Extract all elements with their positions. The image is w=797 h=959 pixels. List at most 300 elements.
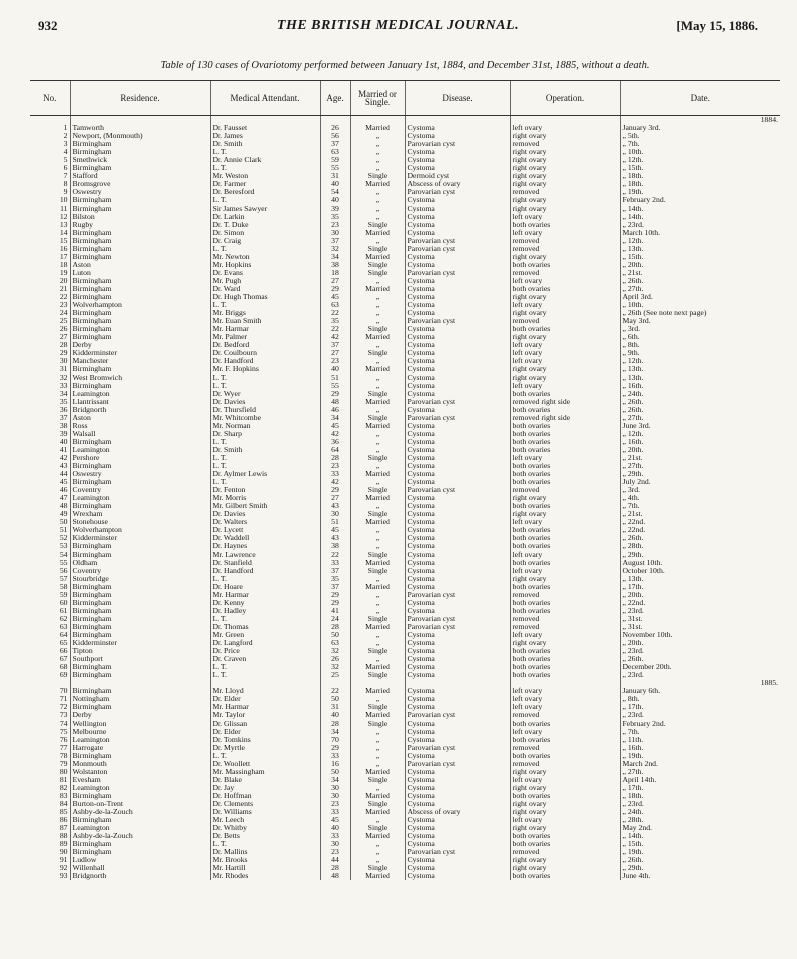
residence: Bromsgrove bbox=[70, 180, 210, 188]
case-number: 81 bbox=[59, 775, 68, 784]
medical-attendant: L. T. bbox=[210, 454, 320, 462]
empty-cell bbox=[30, 679, 70, 687]
age: 45 bbox=[320, 422, 350, 430]
marital-status: „ bbox=[350, 542, 405, 550]
marital-status: Single bbox=[350, 390, 405, 398]
column-header: Date. bbox=[620, 81, 780, 116]
age: 42 bbox=[320, 430, 350, 438]
column-header: Operation. bbox=[510, 81, 620, 116]
operation: left ovary bbox=[510, 382, 620, 390]
date: October 10th. bbox=[620, 567, 780, 575]
disease: Cystoma bbox=[405, 518, 510, 526]
table-row bbox=[30, 245, 780, 253]
table-row bbox=[30, 832, 780, 840]
date: „ 21st. bbox=[620, 269, 780, 277]
table-row bbox=[30, 768, 780, 776]
medical-attendant: L. T. bbox=[210, 148, 320, 156]
age: 32 bbox=[320, 663, 350, 671]
table-row bbox=[30, 430, 780, 438]
case-number: 51 bbox=[59, 526, 68, 535]
age: 41 bbox=[320, 607, 350, 615]
medical-attendant: L. T. bbox=[210, 164, 320, 172]
medical-attendant: Dr. Whitby bbox=[210, 824, 320, 832]
marital-status: Married bbox=[350, 180, 405, 188]
table-row bbox=[30, 800, 780, 808]
operation: right ovary bbox=[510, 856, 620, 864]
residence: Birmingham bbox=[70, 229, 210, 237]
operation: left ovary bbox=[510, 357, 620, 365]
residence: Birmingham bbox=[70, 840, 210, 848]
case-number: 62 bbox=[59, 614, 68, 623]
disease: Cystoma bbox=[405, 494, 510, 502]
medical-attendant: Dr. Sharp bbox=[210, 430, 320, 438]
disease: Cystoma bbox=[405, 695, 510, 703]
marital-status: „ bbox=[350, 599, 405, 607]
case-number: 26 bbox=[59, 325, 68, 334]
disease: Cystoma bbox=[405, 607, 510, 615]
marital-status: Married bbox=[350, 832, 405, 840]
residence: Birmingham bbox=[70, 607, 210, 615]
residence: Aston bbox=[70, 261, 210, 269]
medical-attendant: Dr. Betts bbox=[210, 832, 320, 840]
medical-attendant: Mr. Palmer bbox=[210, 333, 320, 341]
residence: Walsall bbox=[70, 430, 210, 438]
disease: Cystoma bbox=[405, 663, 510, 671]
medical-attendant: Mr. Lloyd bbox=[210, 687, 320, 695]
column-header: Residence. bbox=[70, 81, 210, 116]
disease: Cystoma bbox=[405, 277, 510, 285]
case-number: 75 bbox=[59, 727, 68, 736]
operation: both ovaries bbox=[510, 390, 620, 398]
table-row bbox=[30, 591, 780, 599]
marital-status: „ bbox=[350, 430, 405, 438]
date: „ 14th. bbox=[620, 832, 780, 840]
operation: right ovary bbox=[510, 784, 620, 792]
marital-status: „ bbox=[350, 816, 405, 824]
date: „ 19th. bbox=[620, 848, 780, 856]
operation: left ovary bbox=[510, 703, 620, 711]
case-number: 35 bbox=[59, 397, 68, 406]
date: November 10th. bbox=[620, 631, 780, 639]
case-number: 63 bbox=[59, 622, 68, 631]
case-number: 15 bbox=[59, 236, 68, 245]
age: 37 bbox=[320, 140, 350, 148]
age: 70 bbox=[320, 736, 350, 744]
medical-attendant: Dr. Beresford bbox=[210, 188, 320, 196]
operation: both ovaries bbox=[510, 534, 620, 542]
operation: both ovaries bbox=[510, 583, 620, 591]
operation: right ovary bbox=[510, 253, 620, 261]
medical-attendant: Dr. Evans bbox=[210, 269, 320, 277]
residence: Birmingham bbox=[70, 285, 210, 293]
operation: right ovary bbox=[510, 808, 620, 816]
case-number: 78 bbox=[59, 751, 68, 760]
age: 23 bbox=[320, 848, 350, 856]
operation: left ovary bbox=[510, 776, 620, 784]
disease: Cystoma bbox=[405, 599, 510, 607]
marital-status: „ bbox=[350, 188, 405, 196]
disease: Cystoma bbox=[405, 840, 510, 848]
operation: removed bbox=[510, 711, 620, 719]
age: 28 bbox=[320, 864, 350, 872]
empty-cell bbox=[210, 116, 320, 125]
marital-status: „ bbox=[350, 840, 405, 848]
residence: Birmingham bbox=[70, 631, 210, 639]
case-number: 87 bbox=[59, 824, 68, 833]
age: 18 bbox=[320, 269, 350, 277]
marital-status: Single bbox=[350, 551, 405, 559]
operation: left ovary bbox=[510, 695, 620, 703]
operation: both ovaries bbox=[510, 438, 620, 446]
table-row bbox=[30, 205, 780, 213]
medical-attendant: Dr. Craven bbox=[210, 655, 320, 663]
table-row bbox=[30, 760, 780, 768]
case-number: 49 bbox=[59, 510, 68, 519]
case-number: 44 bbox=[59, 470, 68, 479]
operation: both ovaries bbox=[510, 559, 620, 567]
date: „ 23rd. bbox=[620, 800, 780, 808]
residence: Leamington bbox=[70, 736, 210, 744]
case-number: 45 bbox=[59, 478, 68, 487]
case-number: 36 bbox=[59, 405, 68, 414]
marital-status: „ bbox=[350, 374, 405, 382]
disease: Cystoma bbox=[405, 333, 510, 341]
disease: Parovarian cyst bbox=[405, 711, 510, 719]
date: „ 17th. bbox=[620, 583, 780, 591]
operation: right ovary bbox=[510, 309, 620, 317]
age: 30 bbox=[320, 840, 350, 848]
empty-cell bbox=[320, 116, 350, 125]
case-number: 85 bbox=[59, 808, 68, 817]
case-number: 21 bbox=[59, 284, 68, 293]
residence: Birmingham bbox=[70, 333, 210, 341]
disease: Cystoma bbox=[405, 309, 510, 317]
date: „ 31st. bbox=[620, 615, 780, 623]
medical-attendant: Dr. Hugh Thomas bbox=[210, 293, 320, 301]
marital-status: „ bbox=[350, 382, 405, 390]
operation: right ovary bbox=[510, 768, 620, 776]
disease: Cystoma bbox=[405, 567, 510, 575]
marital-status: „ bbox=[350, 438, 405, 446]
case-number: 92 bbox=[59, 864, 68, 873]
operation: removed bbox=[510, 591, 620, 599]
age: 30 bbox=[320, 510, 350, 518]
case-number: 64 bbox=[59, 631, 68, 639]
date: „ 13th. bbox=[620, 575, 780, 583]
disease: Cystoma bbox=[405, 253, 510, 261]
age: 48 bbox=[320, 398, 350, 406]
date: „ 29th. bbox=[620, 864, 780, 872]
operation: left ovary bbox=[510, 518, 620, 526]
case-number: 71 bbox=[59, 695, 68, 704]
age: 31 bbox=[320, 172, 350, 180]
disease: Cystoma bbox=[405, 856, 510, 864]
table-row bbox=[30, 623, 780, 631]
disease: Cystoma bbox=[405, 293, 510, 301]
date: „ 15th. bbox=[620, 253, 780, 261]
residence: Birmingham bbox=[70, 325, 210, 333]
age: 33 bbox=[320, 559, 350, 567]
medical-attendant: Dr. Haynes bbox=[210, 542, 320, 550]
age: 38 bbox=[320, 261, 350, 269]
table-row bbox=[30, 357, 780, 365]
age: 45 bbox=[320, 816, 350, 824]
table-row bbox=[30, 365, 780, 373]
empty-cell bbox=[70, 679, 210, 687]
residence: Tamworth bbox=[70, 124, 210, 132]
date: „ 27th. bbox=[620, 414, 780, 422]
operation: both ovaries bbox=[510, 446, 620, 454]
table-row bbox=[30, 213, 780, 221]
date: „ 17th. bbox=[620, 784, 780, 792]
age: 51 bbox=[320, 518, 350, 526]
age: 29 bbox=[320, 599, 350, 607]
operation: removed bbox=[510, 486, 620, 494]
disease: Parovarian cyst bbox=[405, 188, 510, 196]
disease: Cystoma bbox=[405, 478, 510, 486]
table-caption: Table of 130 cases of Ovariotomy performed between January 1st, 1884, and December 31st, 1885, without a death. bbox=[160, 60, 650, 71]
disease: Cystoma bbox=[405, 832, 510, 840]
disease: Cystoma bbox=[405, 752, 510, 760]
case-number: 79 bbox=[59, 759, 68, 768]
disease: Cystoma bbox=[405, 583, 510, 591]
medical-attendant: L. T. bbox=[210, 478, 320, 486]
marital-status: „ bbox=[350, 196, 405, 204]
marital-status: Single bbox=[350, 824, 405, 832]
residence: Oswestry bbox=[70, 188, 210, 196]
operation: both ovaries bbox=[510, 792, 620, 800]
operation: both ovaries bbox=[510, 526, 620, 534]
table-row bbox=[30, 414, 780, 422]
residence: Burton-on-Trent bbox=[70, 800, 210, 808]
date: „ 31st. bbox=[620, 623, 780, 631]
table-row bbox=[30, 164, 780, 172]
medical-attendant: Dr. Williams bbox=[210, 808, 320, 816]
marital-status: „ bbox=[350, 744, 405, 752]
age: 45 bbox=[320, 293, 350, 301]
medical-attendant: Mr. Green bbox=[210, 631, 320, 639]
disease: Cystoma bbox=[405, 655, 510, 663]
disease: Cystoma bbox=[405, 349, 510, 357]
residence: Stourbridge bbox=[70, 575, 210, 583]
medical-attendant: Dr. Langford bbox=[210, 639, 320, 647]
medical-attendant: Dr. Walters bbox=[210, 518, 320, 526]
year-label: 1884. bbox=[620, 116, 780, 125]
age: 29 bbox=[320, 390, 350, 398]
age: 31 bbox=[320, 703, 350, 711]
age: 64 bbox=[320, 446, 350, 454]
case-number: 7 bbox=[63, 172, 68, 181]
date: „ 16th. bbox=[620, 438, 780, 446]
residence: Birmingham bbox=[70, 462, 210, 470]
operation: left ovary bbox=[510, 816, 620, 824]
age: 37 bbox=[320, 567, 350, 575]
table-row bbox=[30, 711, 780, 719]
medical-attendant: Mr. Newton bbox=[210, 253, 320, 261]
case-number: 52 bbox=[59, 534, 68, 543]
date: „ 9th. bbox=[620, 349, 780, 357]
residence: Birmingham bbox=[70, 816, 210, 824]
residence: Wolstanton bbox=[70, 768, 210, 776]
empty-cell bbox=[350, 116, 405, 125]
operation: right ovary bbox=[510, 293, 620, 301]
disease: Cystoma bbox=[405, 196, 510, 204]
case-number: 90 bbox=[59, 848, 68, 857]
marital-status: Married bbox=[350, 124, 405, 132]
disease: Cystoma bbox=[405, 687, 510, 695]
age: 37 bbox=[320, 341, 350, 349]
date: „ 18th. bbox=[620, 180, 780, 188]
operation: both ovaries bbox=[510, 478, 620, 486]
medical-attendant: Mr. F. Hopkins bbox=[210, 365, 320, 373]
date: „ 20th. bbox=[620, 591, 780, 599]
medical-attendant: Dr. Craig bbox=[210, 237, 320, 245]
date: March 2nd. bbox=[620, 760, 780, 768]
age: 35 bbox=[320, 213, 350, 221]
operation: removed bbox=[510, 615, 620, 623]
table-row bbox=[30, 671, 780, 679]
residence: Aston bbox=[70, 414, 210, 422]
disease: Cystoma bbox=[405, 261, 510, 269]
disease: Cystoma bbox=[405, 559, 510, 567]
disease: Cystoma bbox=[405, 872, 510, 880]
marital-status: „ bbox=[350, 607, 405, 615]
disease: Cystoma bbox=[405, 470, 510, 478]
residence: Derby bbox=[70, 711, 210, 719]
residence: Birmingham bbox=[70, 293, 210, 301]
disease: Parovarian cyst bbox=[405, 744, 510, 752]
table-row bbox=[30, 848, 780, 856]
table-row bbox=[30, 140, 780, 148]
date: „ 20th. bbox=[620, 261, 780, 269]
table-row bbox=[30, 132, 780, 140]
table-row bbox=[30, 510, 780, 518]
residence: Leamington bbox=[70, 824, 210, 832]
case-number: 58 bbox=[59, 582, 68, 591]
table-row bbox=[30, 792, 780, 800]
marital-status: Married bbox=[350, 559, 405, 567]
age: 34 bbox=[320, 728, 350, 736]
residence: Monmouth bbox=[70, 760, 210, 768]
table-row bbox=[30, 406, 780, 414]
residence: Birmingham bbox=[70, 317, 210, 325]
table-row bbox=[30, 494, 780, 502]
date: „ 19th. bbox=[620, 752, 780, 760]
table-row bbox=[30, 172, 780, 180]
table-row bbox=[30, 655, 780, 663]
residence: Bridgnorth bbox=[70, 872, 210, 880]
case-number: 22 bbox=[59, 293, 68, 302]
residence: Kidderminster bbox=[70, 534, 210, 542]
disease: Cystoma bbox=[405, 647, 510, 655]
residence: Oswestry bbox=[70, 470, 210, 478]
residence: Birmingham bbox=[70, 663, 210, 671]
residence: Luton bbox=[70, 269, 210, 277]
marital-status: „ bbox=[350, 478, 405, 486]
date: „ 29th. bbox=[620, 470, 780, 478]
table-row bbox=[30, 534, 780, 542]
disease: Cystoma bbox=[405, 728, 510, 736]
date: „ 26th. bbox=[620, 406, 780, 414]
case-number: 27 bbox=[59, 333, 68, 342]
operation: both ovaries bbox=[510, 752, 620, 760]
medical-attendant: L. T. bbox=[210, 301, 320, 309]
operation: left ovary bbox=[510, 551, 620, 559]
marital-status: „ bbox=[350, 728, 405, 736]
age: 42 bbox=[320, 333, 350, 341]
table-row bbox=[30, 631, 780, 639]
medical-attendant: Mr. Briggs bbox=[210, 309, 320, 317]
age: 33 bbox=[320, 470, 350, 478]
table-row bbox=[30, 237, 780, 245]
disease: Cystoma bbox=[405, 229, 510, 237]
date: „ 12th. bbox=[620, 357, 780, 365]
marital-status: „ bbox=[350, 357, 405, 365]
operation: right ovary bbox=[510, 639, 620, 647]
date: „ 4th. bbox=[620, 494, 780, 502]
case-number: 66 bbox=[59, 647, 68, 656]
residence: Coventry bbox=[70, 567, 210, 575]
age: 48 bbox=[320, 872, 350, 880]
date: „ 22nd. bbox=[620, 526, 780, 534]
date: „ 14th. bbox=[620, 205, 780, 213]
age: 63 bbox=[320, 148, 350, 156]
medical-attendant: L. T. bbox=[210, 663, 320, 671]
date: „ 26th. bbox=[620, 277, 780, 285]
residence: Stafford bbox=[70, 172, 210, 180]
marital-status: „ bbox=[350, 655, 405, 663]
table-row bbox=[30, 856, 780, 864]
table-row bbox=[30, 599, 780, 607]
medical-attendant: Dr. Price bbox=[210, 647, 320, 655]
date: February 2nd. bbox=[620, 720, 780, 728]
marital-status: Single bbox=[350, 486, 405, 494]
date: April 3rd. bbox=[620, 293, 780, 301]
disease: Cystoma bbox=[405, 446, 510, 454]
medical-attendant: Dr. Tomkins bbox=[210, 736, 320, 744]
marital-status: Single bbox=[350, 671, 405, 679]
marital-status: „ bbox=[350, 156, 405, 164]
age: 30 bbox=[320, 229, 350, 237]
operation: both ovaries bbox=[510, 655, 620, 663]
case-number: 24 bbox=[59, 309, 68, 318]
residence: Birmingham bbox=[70, 848, 210, 856]
age: 42 bbox=[320, 478, 350, 486]
residence: Nottingham bbox=[70, 695, 210, 703]
age: 26 bbox=[320, 124, 350, 132]
table-row bbox=[30, 728, 780, 736]
disease: Cystoma bbox=[405, 824, 510, 832]
age: 40 bbox=[320, 180, 350, 188]
age: 34 bbox=[320, 414, 350, 422]
marital-status: Married bbox=[350, 711, 405, 719]
marital-status: „ bbox=[350, 502, 405, 510]
case-number: 10 bbox=[59, 196, 68, 205]
marital-status: „ bbox=[350, 341, 405, 349]
table-row bbox=[30, 808, 780, 816]
marital-status: Single bbox=[350, 261, 405, 269]
medical-attendant: Mr. Lawrence bbox=[210, 551, 320, 559]
date: March 10th. bbox=[620, 229, 780, 237]
medical-attendant: Mr. Gilbert Smith bbox=[210, 502, 320, 510]
medical-attendant: Mr. Leech bbox=[210, 816, 320, 824]
disease: Cystoma bbox=[405, 502, 510, 510]
marital-status: Married bbox=[350, 872, 405, 880]
table-row bbox=[30, 526, 780, 534]
table-row bbox=[30, 647, 780, 655]
medical-attendant: Dr. T. Duke bbox=[210, 221, 320, 229]
residence: Leamington bbox=[70, 390, 210, 398]
